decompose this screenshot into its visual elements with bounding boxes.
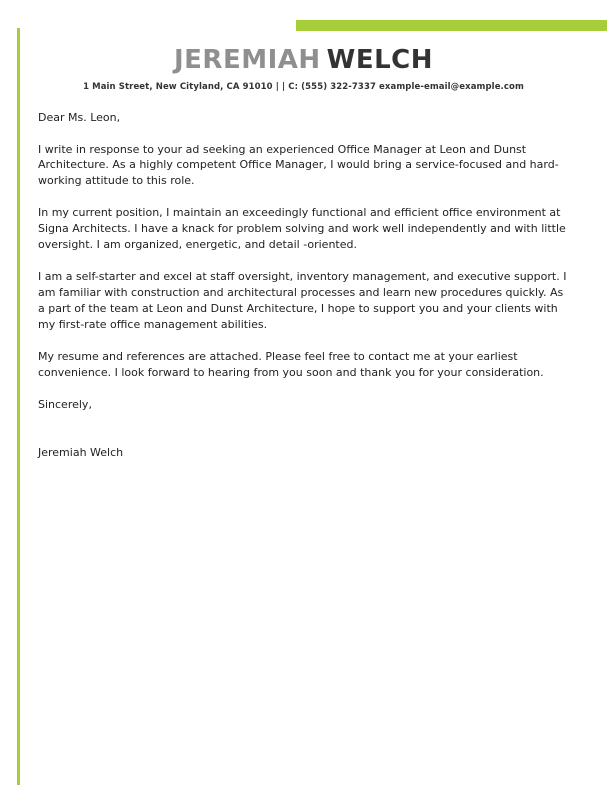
accent-bar-top	[296, 20, 607, 31]
signature: Jeremiah Welch	[38, 445, 124, 459]
letter-body	[38, 110, 571, 461]
letter-header	[0, 0, 607, 92]
letter-paragraph: I write in response to your ad seeking an experienced Office Manager at Leon and Dunst Architecture. As a highly competent Office Manager, I would bring a service-focused and hard-working attitude to this role.	[38, 142, 559, 188]
first-name: JEREMIAH	[173, 45, 321, 75]
contact-line: 1 Main Street, New Cityland, CA 91010 | | C: (555) 322-7337 example-email@example.com	[83, 81, 524, 92]
letter-paragraph: In my current position, I maintain an exceedingly functional and efficient office environment at Signa Architects. I have a knack for problem solving and work well independently and with little oversight. I am organized, energetic, and detail -oriented.	[38, 206, 566, 252]
salutation: Dear Ms. Leon,	[38, 110, 121, 124]
letter-paragraph: My resume and references are attached. Please feel free to contact me at your earliest convenience. I look forward to hearing from you soon and thank you for your consideration.	[38, 349, 544, 379]
accent-bar-left	[17, 28, 20, 785]
letter-paragraph: I am a self-starter and excel at staff oversight, inventory management, and executive support. I am familiar with construction and architectural processes and learn new procedures quickly. As a part of the team at Leon and Dunst Architecture, I hope to support you and your clients with my first-rate office management abilities.	[38, 270, 567, 331]
last-name: WELCH	[326, 45, 433, 75]
page-title	[0, 46, 607, 75]
closing: Sincerely,	[38, 397, 92, 411]
